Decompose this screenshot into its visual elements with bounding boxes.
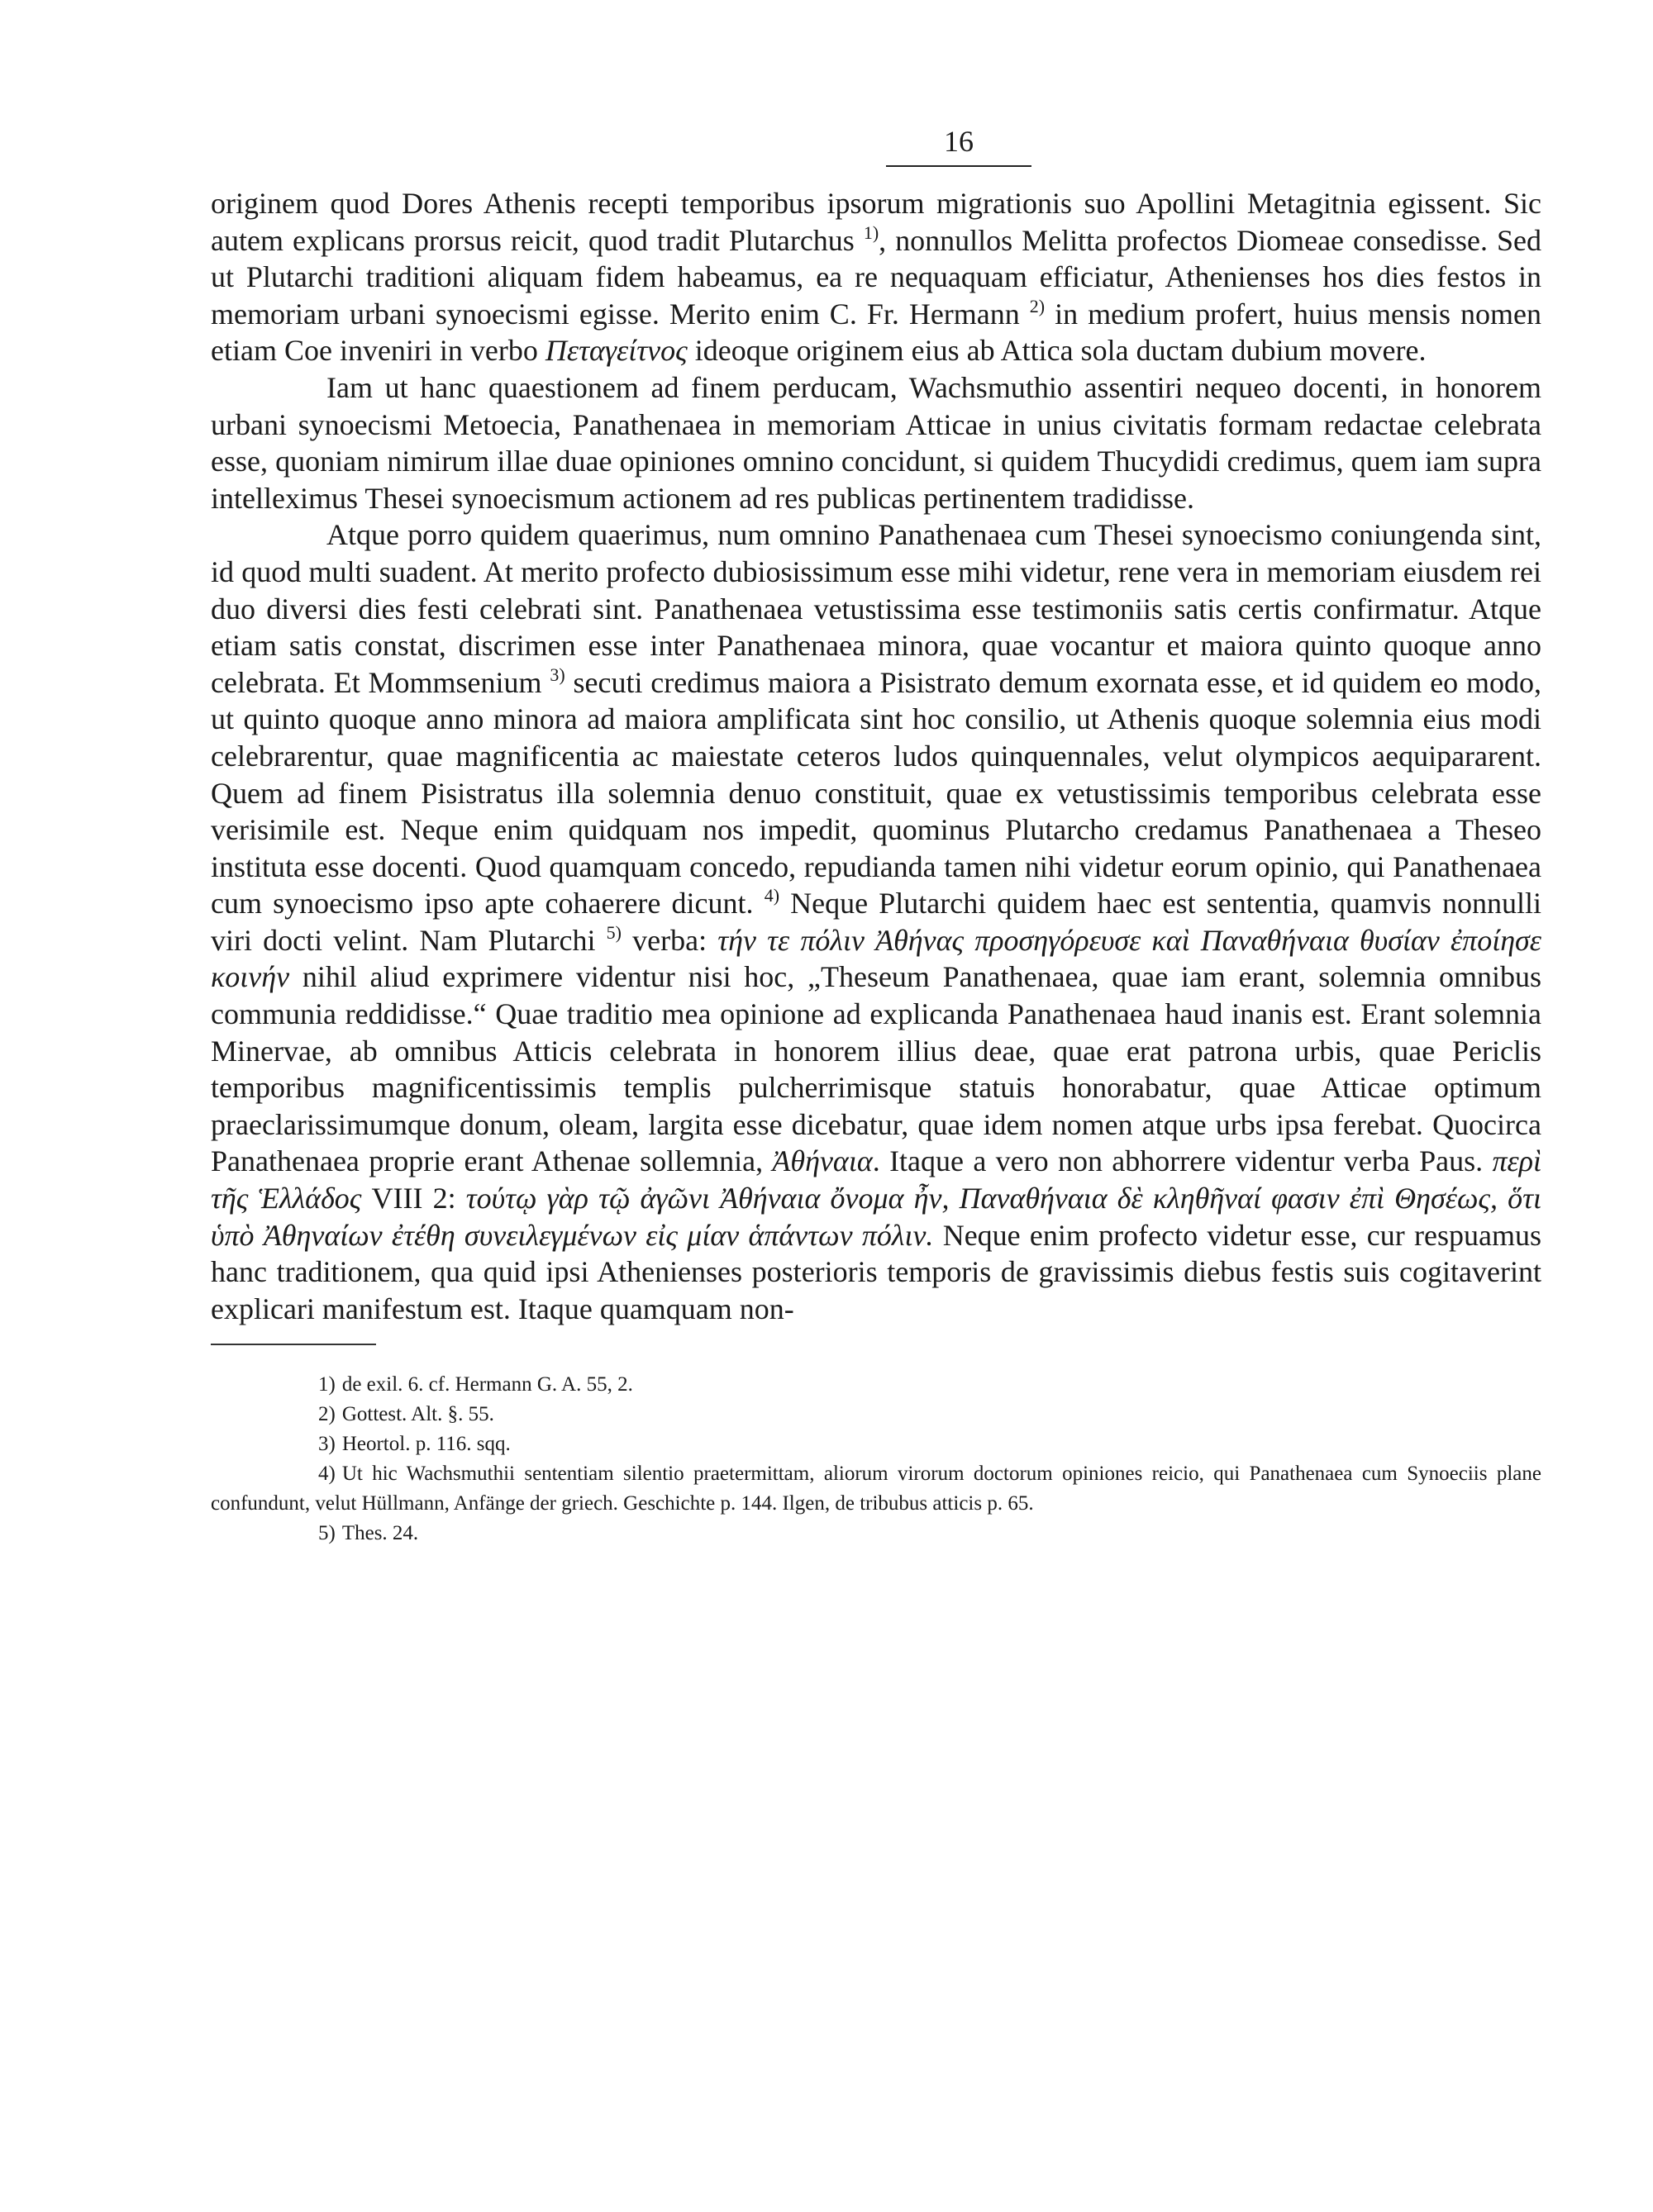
text-run: originem quod Dores Athenis recepti temporibus ipsorum migrationis suo Apollini Metagitnia egissent. Sic autem explicans prorsus reicit, quod tradit Plutarchus — [211, 187, 1541, 257]
body-text — [211, 185, 1541, 1327]
greek-quote: τήν τε πόλιν Ἀθήνας προσηγόρευσε καὶ Παναθήναια θυσίαν ἐποίησε κοινήν — [211, 923, 1541, 994]
footnote-number: 2) — [318, 1403, 336, 1426]
page-number-text: 16 — [886, 124, 1031, 167]
footnote-number: 4) — [318, 1463, 336, 1486]
greek-quote: Ἀθήναια — [772, 1144, 873, 1178]
footnote-ref: 5) — [606, 921, 622, 943]
footnote — [211, 1400, 1541, 1429]
paragraph — [211, 185, 1541, 369]
footnote — [211, 1429, 1541, 1459]
footnote-number: 3) — [318, 1433, 336, 1456]
footnote — [211, 1459, 1541, 1519]
greek-quote: Πεταγείτνος — [545, 334, 688, 368]
text-run: , nonnullos Melitta profectos Diomeae consedisse. Sed ut Plutarchi traditioni aliquam fidem habeamus, ea re nequaquam efficiatur, Athenienses hos dies festos in memoriam urbani synoecismi egisse. Merito enim C. Fr. Hermann — [211, 223, 1542, 331]
text-run: Atque porro quidem quaerimus, num omnino Panathenaea cum Thesei synoecismo coniungenda sint, id quod multi suadent. At merito profecto dubiosissimum esse mihi videtur, rene vera in memoriam eiusdem rei duo diversi dies festi celebrati sint. Panathenaea vetustissima esse testimoniis satis certis confirmatur. Atque etiam satis constat, discrimen esse inter Panathenaea minora, quae vocantur et maiora quinto quoque anno celebrata. Et Mommsenium — [211, 518, 1541, 699]
text-run: Neque enim profecto videtur esse, cur respuamus hanc traditionem, qua quid ipsi Athenienses posterioris temporis de gravissimis diebus festis suis cogitaverint explicari manifestum est. Itaque quamquam non- — [211, 1218, 1541, 1325]
footnotes — [211, 1370, 1541, 1548]
footnote-divider — [211, 1344, 376, 1345]
text-run: . Itaque a vero non abhorrere videntur verba Paus. — [872, 1144, 1493, 1178]
document-page — [211, 124, 1541, 1548]
greek-quote: περὶ τῆς Ἑλλάδος — [211, 1144, 1542, 1215]
footnote-text: de exil. 6. cf. Hermann G. A. 55, 2. — [341, 1373, 633, 1396]
footnote-text: Thes. 24. — [341, 1522, 419, 1545]
text-run: secuti credimus maiora a Pisistrato demum exornata esse, et id quidem eo modo, ut quinto quoque anno minora ad maiora amplificata sint hoc consilio, ut Athenis quoque solemnia eius modi celebrarentur, quae magnificentia ac maiestate ceteros ludos quinquennales, velut olympicos aequipararent. Quem ad finem Pisistratus illa solemnia denuo constituit, quae ex vetustissimis temporibus celebrata esse verisimile est. Neque enim quidquam nos impedit, quominus Plutarcho credamus Panathenaea a Theseo instituta esse docenti. Quod quamquam concedo, repudianda tamen nihi videtur eorum opinio, qui Panathenaea cum synoecismo ipso apte cohaerere dicunt. — [211, 665, 1542, 920]
footnote — [211, 1519, 1541, 1548]
footnote-number: 5) — [318, 1522, 336, 1545]
text-run: in medium profert, huius mensis nomen etiam Coe inveniri in verbo — [211, 297, 1541, 368]
text-run: verba: — [621, 923, 718, 957]
footnote-number: 1) — [318, 1373, 336, 1396]
footnote-ref: 4) — [764, 885, 780, 906]
footnote-text: Heortol. p. 116. sqq. — [341, 1433, 511, 1456]
footnote-ref: 2) — [1029, 295, 1046, 316]
text-run: nihil aliud exprimere videntur nisi hoc, „Theseum Panathenaea, quae iam erant, solemnia omnibus communia reddidisse.“ Quae traditio mea opinione ad explicanda Panathenaea haud inanis est. Erant solemnia Minervae, ab omnibus Atticis celebrata in honorem illius deae, quae erat patrona urbis, quae Periclis temporibus magnificentissimis templis pulcherrimisque statuis honorabatur, quae Atticae optimum praeclarissimumque donum, oleam, largita esse dicebatur, quae idem nomen atque urbs ipsa ferebat. Quocirca Panathenaea proprie erant Athenae sollemnia, — [211, 960, 1541, 1178]
text-run: ideoque originem eius ab Attica sola ductam dubium movere. — [687, 334, 1427, 368]
footnote — [211, 1370, 1541, 1400]
footnote-ref: 3) — [550, 664, 565, 685]
paragraph — [211, 516, 1541, 1327]
paragraph — [211, 369, 1541, 516]
page-number — [376, 124, 1541, 167]
footnote-text: Ut hic Wachsmuthii sententiam silentio praetermittam, aliorum virorum doctorum opiniones reicio, qui Panathenaea cum Synoeciis plane confundunt, velut Hüllmann, Anfänge der griech. Geschichte p. 144. Ilgen, de tribubus atticis p. 65. — [211, 1463, 1541, 1515]
greek-quote: τούτῳ γὰρ τῷ ἀγῶνι Ἀθήναια ὄνομα ἦν, Παναθήναια δὲ κληθῆναί φασιν ἐπὶ Θησέως, ὅτι ὑπὸ Ἀθηναίων ἐτέθη συνειλεγμένων εἰς μίαν ἁπάντων πόλιν. — [211, 1182, 1541, 1252]
footnote-text: Gottest. Alt. §. 55. — [341, 1403, 494, 1426]
text-run: VIII 2: — [361, 1182, 466, 1215]
footnote-ref: 1) — [863, 221, 879, 243]
text-run: Neque Plutarchi quidem haec est sententia, quamvis nonnulli viri docti velint. Nam Plutarchi — [211, 887, 1541, 957]
text-run: Iam ut hanc quaestionem ad finem perducam, Wachsmuthio assentiri nequeo docenti, in honorem urbani synoecismi Metoecia, Panathenaea in memoriam Atticae in unius civitatis formam redactae celebrata esse, quoniam nimirum illae duae opiniones omnino concidunt, si quidem Thucydidi credimus, quem iam supra intelleximus Thesei synoecismum actionem ad res publicas pertinentem tradidisse. — [211, 370, 1541, 515]
